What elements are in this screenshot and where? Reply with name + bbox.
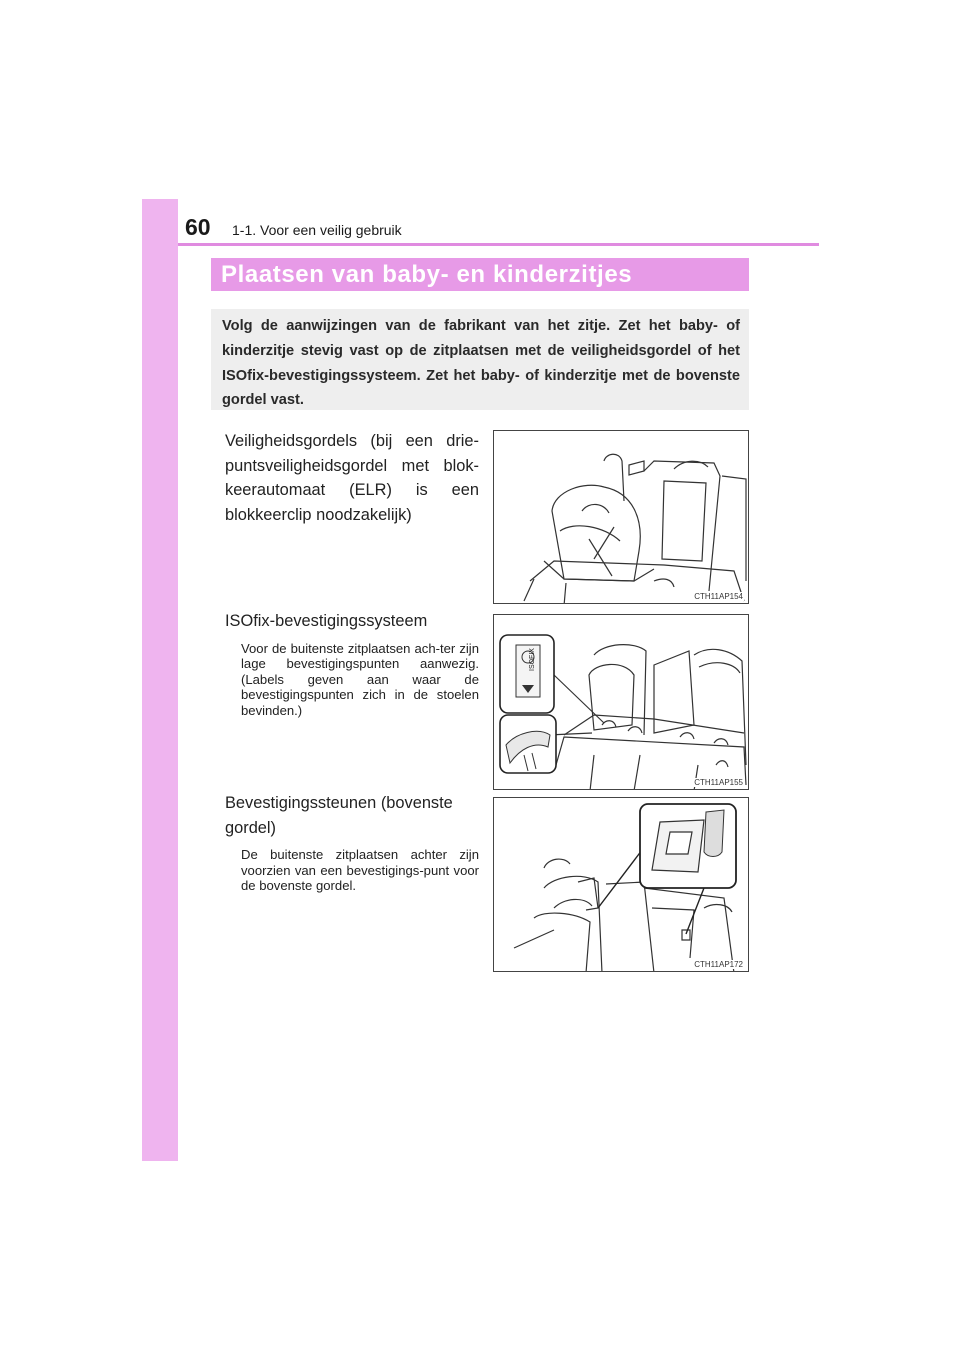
item-text: De buitenste zitplaatsen achter zijn voorzien van een bevestigings-punt voor de bovenste gordel. [241, 847, 479, 894]
isofix-illustration [494, 615, 749, 790]
figure-code: CTH11AP154 [694, 592, 743, 601]
header-rule [178, 243, 819, 246]
intro-box [211, 309, 749, 410]
top-tether-illustration [494, 798, 749, 972]
item-isofix [225, 609, 479, 718]
section-reference: 1-1. Voor een veilig gebruik [232, 222, 402, 238]
isofix-label-text: ISOFIX [529, 648, 536, 671]
item-top-tether [225, 791, 479, 894]
figure-top-tether [493, 797, 749, 972]
intro-text: Volg de aanwijzingen van de fabrikant van het zitje. Zet het baby- of kinderzitje stevig vast op de zitplaatsen met de veiligheidsgordel of het ISOfix-bevestigingssysteem. Zet het baby- of kinderzitje met de bovenste gordel vast. [222, 318, 740, 409]
seat-belt-illustration [494, 431, 749, 604]
item-heading: Veiligheidsgordels (bij een drie-puntsveiligheidsgordel met blok-keerautomaat (ELR) is een blokkeerclip noodzakelijk) [225, 432, 479, 524]
side-tab [142, 199, 178, 1161]
item-text: Voor de buitenste zitplaatsen ach-ter zijn lage bevestigingspunten aanwezig. (Labels geven aan waar de bevestigingspunten zich in de stoelen bevinden.) [241, 640, 479, 718]
figure-code: CTH11AP172 [694, 960, 743, 969]
item-heading: Bevestigingssteunen (bovenste gordel) [225, 794, 453, 837]
figure-isofix [493, 614, 749, 790]
figure-seat-belt-child-seat [493, 430, 749, 604]
item-seat-belts [225, 429, 479, 527]
page-number: 60 [185, 214, 211, 240]
section-title: Plaatsen van baby- en kinderzitjes [211, 258, 749, 291]
figure-code: CTH11AP155 [694, 778, 743, 787]
item-heading: ISOfix-bevestigingssysteem [225, 612, 428, 630]
